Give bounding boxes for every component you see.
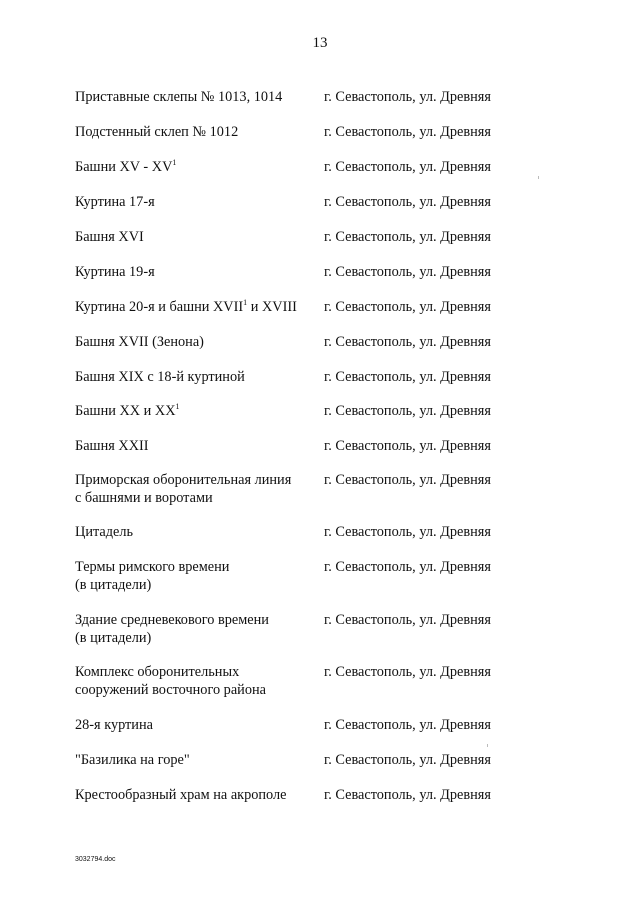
monument-name: [75, 333, 320, 351]
monument-name-line: [75, 333, 320, 351]
monument-name-text: Башня XIX с 18-й куртиной: [75, 369, 245, 385]
monument-name: [75, 558, 320, 594]
monument-name-text: (в цитадели): [75, 577, 152, 593]
monument-address: г. Севастополь, ул. Древняя: [324, 752, 491, 768]
monument-name-line: [75, 158, 320, 176]
monument-name-line: [75, 629, 320, 647]
monument-name-text: с башнями и воротами: [75, 490, 213, 506]
monument-name: [75, 158, 320, 176]
monument-name-text: Здание средневекового времени: [75, 612, 269, 628]
monument-address: г. Севастополь, ул. Древняя: [324, 334, 491, 350]
monument-name-line: [75, 402, 320, 420]
monument-name-text: Термы римского времени: [75, 559, 230, 575]
monument-name-line: [75, 437, 320, 455]
monument-address: г. Севастополь, ул. Древняя: [324, 559, 491, 575]
monument-name: [75, 123, 320, 141]
monument-address: г. Севастополь, ул. Древняя: [324, 229, 491, 245]
monument-name-text: Башня XVI: [75, 229, 144, 245]
superscript-index: 1: [175, 402, 180, 411]
monument-name: [75, 88, 320, 106]
monument-address: г. Севастополь, ул. Древняя: [324, 612, 491, 628]
monument-name: [75, 263, 320, 281]
monument-name-text: Приморская оборонительная линия: [75, 472, 292, 488]
monument-address: г. Севастополь, ул. Древняя: [324, 369, 491, 385]
monument-address: г. Севастополь, ул. Древняя: [324, 159, 491, 175]
monument-name-line: [75, 88, 320, 106]
monument-name-line: [75, 263, 320, 281]
monument-address: г. Севастополь, ул. Древняя: [324, 124, 491, 140]
monument-address: г. Севастополь, ул. Древняя: [324, 438, 491, 454]
monument-name-line: [75, 751, 320, 769]
monument-address: г. Севастополь, ул. Древняя: [324, 299, 491, 315]
monument-name: [75, 228, 320, 246]
monument-name-line: [75, 786, 320, 804]
file-name-footer: 3032794.doc: [75, 856, 116, 863]
monument-address: г. Севастополь, ул. Древняя: [324, 664, 491, 680]
scan-speck: [487, 744, 488, 747]
monument-address: г. Севастополь, ул. Древняя: [324, 717, 491, 733]
monument-name-text: "Базилика на горе": [75, 752, 190, 768]
monument-address: г. Севастополь, ул. Древняя: [324, 787, 491, 803]
monument-name-line: [75, 228, 320, 246]
monument-name-text: сооружений восточного района: [75, 682, 266, 698]
monument-name-line: [75, 611, 320, 629]
monument-name: [75, 193, 320, 211]
monument-name: [75, 716, 320, 734]
monument-name-text: Цитадель: [75, 524, 134, 540]
monument-name: [75, 611, 320, 647]
monument-name: [75, 471, 320, 507]
monument-name-line: [75, 489, 320, 507]
monument-name-text: и XVIII: [247, 299, 297, 315]
monument-name-line: [75, 123, 320, 141]
monument-name-text: Приставные склепы № 1013, 1014: [75, 89, 283, 105]
monument-name-text: Башня XXII: [75, 438, 149, 454]
monument-name-line: [75, 558, 320, 576]
monument-address: г. Севастополь, ул. Древняя: [324, 403, 491, 419]
monument-name-text: (в цитадели): [75, 630, 152, 646]
superscript-index: 1: [172, 158, 177, 167]
monument-name-line: [75, 368, 320, 386]
monument-name-text: Комплекс оборонительных: [75, 664, 240, 680]
monument-name-text: Башни XV - XV: [75, 159, 173, 175]
monument-name-line: [75, 576, 320, 594]
monument-address: г. Севастополь, ул. Древняя: [324, 472, 491, 488]
scan-speck: [538, 176, 539, 179]
monument-name-text: Башни XX и XX: [75, 403, 176, 419]
monument-name-line: [75, 663, 320, 681]
monument-name-text: Куртина 17-я: [75, 194, 155, 210]
monument-name-text: 28-я куртина: [75, 717, 153, 733]
monument-name-text: Башня XVII (Зенона): [75, 334, 204, 350]
monument-name-line: [75, 716, 320, 734]
monument-name-line: [75, 681, 320, 699]
superscript-index: 1: [243, 298, 248, 307]
monument-name-line: [75, 193, 320, 211]
monument-name: [75, 751, 320, 769]
monument-name: [75, 298, 320, 316]
monument-address: г. Севастополь, ул. Древняя: [324, 524, 491, 540]
monument-name-line: [75, 523, 320, 541]
monument-name-line: [75, 471, 320, 489]
page-number: 13: [312, 35, 328, 51]
monument-address: г. Севастополь, ул. Древняя: [324, 89, 491, 105]
monument-name: [75, 402, 320, 420]
monument-name: [75, 786, 320, 804]
monument-name: [75, 437, 320, 455]
monument-address: г. Севастополь, ул. Древняя: [324, 194, 491, 210]
monument-name: [75, 523, 320, 541]
monument-name-text: Куртина 19-я: [75, 264, 155, 280]
monument-name-text: Крестообразный храм на акрополе: [75, 787, 287, 803]
monument-address: г. Севастополь, ул. Древняя: [324, 264, 491, 280]
monument-name: [75, 368, 320, 386]
monument-name-text: Куртина 20-я и башни XVII: [75, 299, 244, 315]
monument-name: [75, 663, 320, 699]
monument-name-text: Подстенный склеп № 1012: [75, 124, 239, 140]
